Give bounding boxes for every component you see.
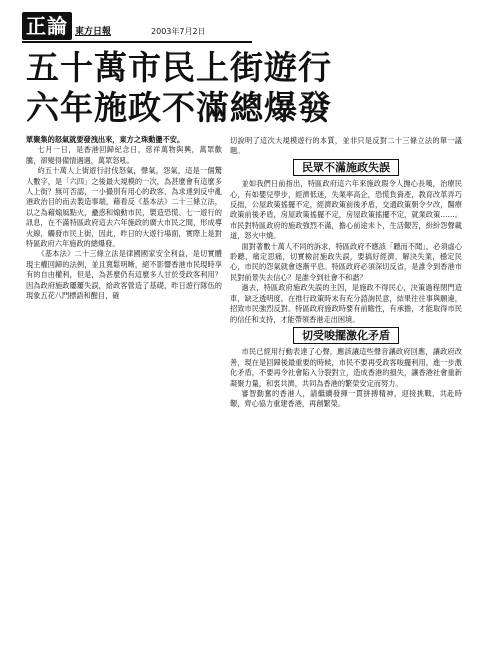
publication-date: 2003年7月2日 [151,27,206,36]
subheading [230,160,462,174]
right-column [230,136,462,410]
headline [26,48,346,128]
publication-name: 東方日報 [75,27,112,37]
column-badge: 正論 [22,12,72,40]
left-column [26,135,222,302]
body-paragraph: 並如我們日前指出，特區政府這六年來施政瑕令人撫心長嘆，治療民心，有如嬰兒學步，經濟低迷，失業率高企，恐慌負資產，教育改革弄巧反拙，公屋政策搖擺不定，經濟政策前後矛盾，交通政策朝令夕改，醫療政策前後矛盾，房屋政策搖擺不定，房屋政策搖擺不定，就業政策……。市民對特區政府的施政強烈不滿，擔心前途未卜，生活艱苦，紛紛怨聲載道，怒火中燒。 [230,179,462,241]
body-paragraph: 《基本法》二十三條立法是律國國家安全利益，是切實體現主權回歸的法例，並且寬鬆明晰，絕不影響香港市民現時享有的自由權利，但是，為甚麼仍有這麼多人甘於受政客利用？因為政府施政屢屢失誤，給政客營造了基礎，昨日遊行隊伍的現象五花八門標語和醒目，確 [26,249,222,301]
subheading-text: 切受唆擺激化矛盾 [293,327,399,344]
lede-paragraph: 眾聚集的怒氣就要發洩出來，東方之珠動盪不安。 [26,135,185,144]
body-paragraph: 過去，特區政府施政失誤的主因，是施政不得民心，決策過程閉門造車，缺乏透明度。在推行政策時未有充分諮詢民意，結果往往事與願違，招致市民強烈反對。特區政府施政時要有前瞻性，有承擔，才能取得市民的信任和支持，才能帶領香港走出困境。 [230,283,462,324]
body-paragraph: 面對著數十萬人不同的訴求，特區政府不應該「聽而不聞」，必須虛心聆聽，痛定思痛，切實檢討施政失誤，要搞好經濟，解決失業，穩定民心，市民的怨氣就會逐漸平息。特區政府必須深切反省，是誰令到香港市民對前景失去信心？是誰令到社會不和諧？ [230,241,462,282]
body-paragraph: 七月一日，是香港回歸紀念日，慈祥萬物與興，萬眾歡騰，卻變得備情遇遇，萬眾怒吼。 [26,145,222,165]
body-paragraph: 約五十萬人上街遊行討伐怒氣，聲氣，怨氣，這是一個驚人數字，是「六四」之後最大規模的一次，為甚麼會有這麼多人上街？無可否認，一小撮別有用心的政客，為求達到反中亂港政治目的而去製造事端，藉看反《基本法》二十三條立法，以之為藉煽風點火，蠱惑和煽動市民，製造恐慌、七一遊行的訊息，在不滿特區政府這去六年施政的廣大市民之間，形成導火線，觸發市民上街，因此，昨日的大遊行場面，實際上是對特區政府六年施政的總爆發。 [26,166,222,249]
masthead-rule [22,41,252,43]
headline-line-1: 五十萬市民上街遊行 [26,48,332,87]
subheading-text: 民眾不滿施政失誤 [293,159,399,176]
subheading [230,328,462,342]
body-paragraph: 市民已經用行動表達了心聲，應該讓這些聲音讓政府回應，讓政府改善，現在是回歸後最重要的時候，市民不要再受政客唆擺利用，進一步激化矛盾，不要再令社會陷入分裂對立，造成香港的損失，讓香港社會重新凝聚力量，和衷共濟，共同為香港的繁榮安定而努力。 [230,347,462,388]
headline-line-2: 六年施政不滿總爆發 [26,88,332,127]
body-paragraph: 審智勤奮的香港人，請繼續發揮一貫拼搏精神，迎接挑戰，共赴時艱，齊心協力重建香港，再創繁榮。 [230,388,462,409]
masthead [22,6,206,40]
body-paragraph: 切說明了這次大規模遊行的本質，並非只是反對二十三條立法的單一議題。 [230,136,462,156]
